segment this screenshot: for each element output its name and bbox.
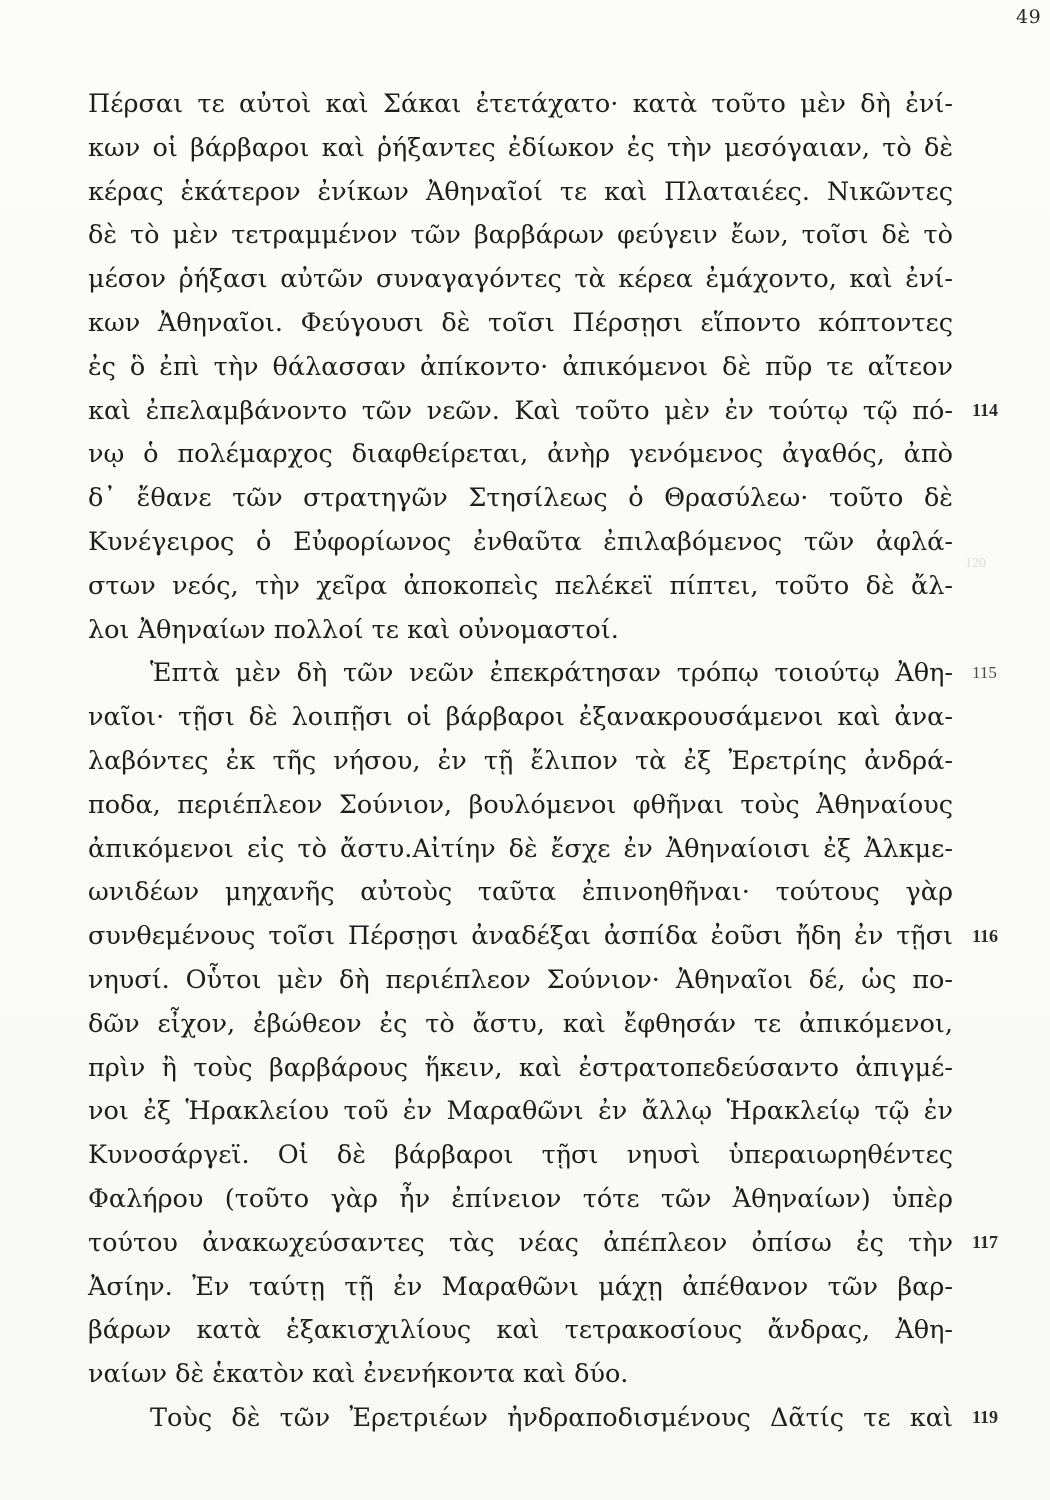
margin-chapter-number: 115 bbox=[972, 663, 997, 682]
text-line: Κυνέγειρος ὁ Εὐφορίωνος ἐνθαῦτα ἐπιλαβόμενος τῶν ἀφλά- bbox=[88, 527, 953, 557]
margin-chapter-number: 117 bbox=[972, 1232, 999, 1252]
text-line: Φαλήρου (τοῦτο γὰρ ἦν ἐπίνειον τότε τῶν Ἀθηναίων) ὑπὲρ bbox=[88, 1184, 953, 1214]
text-line: Ἑπτὰ μὲν δὴ τῶν νεῶν ἐπεκράτησαν τρόπῳ τοιούτῳ Ἀθη- bbox=[150, 658, 953, 689]
text-line: ἀπικόμενοι εἰς τὸ ἄστυ.Αἰτίην δὲ ἔσχε ἐν Ἀθηναίοισι ἐξ Ἀλκμε- bbox=[88, 833, 953, 864]
text-line: μέσον ῥήξασι αὐτῶν συναγαγόντες τὰ κέρεα ἐμάχοντο, καὶ ἐνί- bbox=[88, 264, 953, 295]
text-line: στων νεός, τὴν χεῖρα ἀποκοπεὶς πελέκεϊ πίπτει, τοῦτο δὲ ἄλ- bbox=[88, 570, 953, 601]
text-line: Κυνοσάργεϊ. Οἱ δὲ βάρβαροι τῇσι νηυσὶ ὑπεραιωρηθέντες bbox=[88, 1140, 953, 1171]
text-line: δὲ τὸ μὲν τετραμμένον τῶν βαρβάρων φεύγειν ἔων, τοῖσι δὲ τὸ bbox=[88, 220, 953, 251]
bleed-through-number: 120 bbox=[965, 556, 986, 571]
text-line: δ᾽ ἔθανε τῶν στρατηγῶν Στησίλεως ὁ Θρασύλεω· τοῦτο δὲ bbox=[88, 483, 953, 514]
text-line: συνθεμένους τοῖσι Πέρσῃσι ἀναδέξαι ἀσπίδα ἐοῦσι ἤδη ἐν τῇσι bbox=[88, 921, 953, 952]
text-line: νοι ἐξ Ἡρακλείου τοῦ ἐν Μαραθῶνι ἐν ἄλλῳ Ἡρακλείῳ τῷ ἐν bbox=[88, 1096, 953, 1127]
margin-chapter-number: 116 bbox=[972, 926, 999, 946]
text-line: κέρας ἑκάτερον ἐνίκων Ἀθηναῖοί τε καὶ Πλαταιέες. Νικῶντες bbox=[88, 176, 953, 207]
text-line: νηυσί. Οὗτοι μὲν δὴ περιέπλεον Σούνιον· Ἀθηναῖοι δέ, ὡς πο- bbox=[88, 965, 953, 995]
text-line: ναῖοι· τῇσι δὲ λοιπῇσι οἱ βάρβαροι ἐξανακρουσάμενοι καὶ ἀνα- bbox=[88, 702, 953, 733]
text-line: πρὶν ἢ τοὺς βαρβάρους ἥκειν, καὶ ἐστρατοπεδεύσαντο ἀπιγμέ- bbox=[88, 1052, 953, 1083]
text-line: νῳ ὁ πολέμαρχος διαφθείρεται, ἀνὴρ γενόμενος ἀγαθός, ἀπὸ bbox=[88, 439, 953, 470]
text-line: Ἀσίην. Ἐν ταύτῃ τῇ ἐν Μαραθῶνι μάχῃ ἀπέθανον τῶν βαρ- bbox=[88, 1271, 953, 1302]
text-line: Πέρσαι τε αὐτοὶ καὶ Σάκαι ἐτετάχατο· κατὰ τοῦτο μὲν δὴ ἐνί- bbox=[88, 89, 953, 119]
text-line: λοι Ἀθηναίων πολλοί τε καὶ οὐνομαστοί. bbox=[88, 614, 619, 645]
text-line: καὶ ἐπελαμβάνοντο τῶν νεῶν. Καὶ τοῦτο μὲν ἐν τούτῳ τῷ πό- bbox=[88, 395, 953, 426]
text-line: ναίων δὲ ἑκατὸν καὶ ἐνενήκοντα καὶ δύο. bbox=[88, 1359, 629, 1390]
text-line: λαβόντες ἐκ τῆς νήσου, ἐν τῇ ἔλιπον τὰ ἐξ Ἐρετρίης ἀνδρά- bbox=[88, 746, 953, 776]
text-line: ωνιδέων μηχανῆς αὐτοὺς ταῦτα ἐπινοηθῆναι· τούτους γὰρ bbox=[88, 877, 953, 908]
text-line: ποδα, περιέπλεον Σούνιον, βουλόμενοι φθῆναι τοὺς Ἀθηναίους bbox=[88, 789, 953, 820]
text-line: βάρων κατὰ ἑξακισχιλίους καὶ τετρακοσίους ἄνδρας, Ἀθη- bbox=[88, 1315, 953, 1346]
text-line: κων οἱ βάρβαροι καὶ ῥήξαντες ἐδίωκον ἐς τὴν μεσόγαιαν, τὸ δὲ bbox=[88, 132, 953, 163]
text-line: κων Ἀθηναῖοι. Φεύγουσι δὲ τοῖσι Πέρσῃσι εἵποντο κόπτοντες bbox=[88, 308, 953, 338]
page-number: 49 bbox=[1016, 6, 1042, 28]
margin-chapter-number: 119 bbox=[972, 1407, 999, 1427]
text-line: Τοὺς δὲ τῶν Ἐρετριέων ἠνδραποδισμένους Δᾶτίς τε καὶ bbox=[150, 1403, 953, 1433]
margin-chapter-number: 114 bbox=[972, 400, 999, 420]
text-line: δῶν εἶχον, ἐβώθεον ἐς τὸ ἄστυ, καὶ ἔφθησάν τε ἀπικόμενοι, bbox=[88, 1008, 953, 1039]
text-line: ἐς ὃ ἐπὶ τὴν θάλασσαν ἀπίκοντο· ἀπικόμενοι δὲ πῦρ τε αἴτεον bbox=[88, 351, 953, 382]
text-line: τούτου ἀνακωχεύσαντες τὰς νέας ἀπέπλεον ὀπίσω ἐς τὴν bbox=[88, 1227, 953, 1258]
